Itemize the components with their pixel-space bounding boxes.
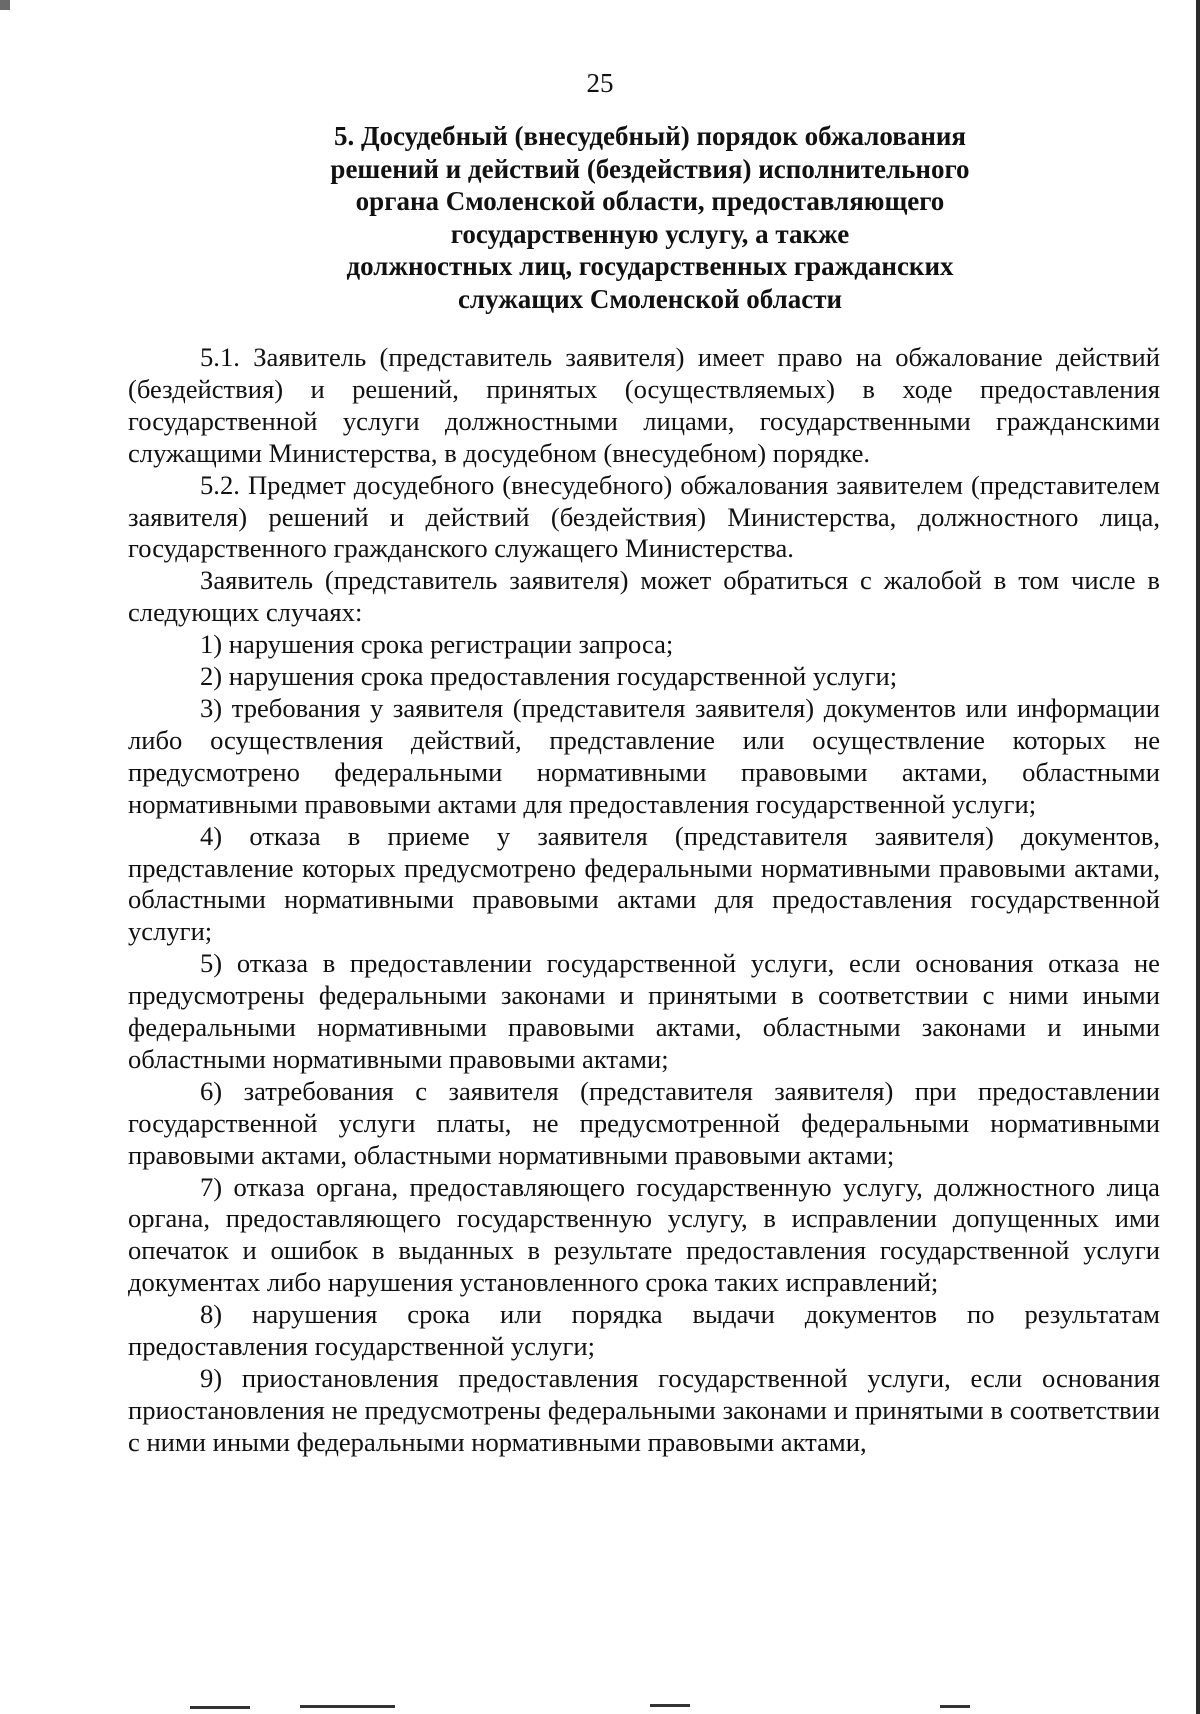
list-item-9: 9) приостановления предоставления государственной услуги, если основания приостановления не предусмотрены федеральными законами и принятыми в соответствии с ними иными федеральными нормативными правовыми актами, [128, 1363, 1160, 1457]
section-title-line: 5. Досудебный (внесудебный) порядок обжалования [333, 121, 967, 151]
section-title [240, 120, 1060, 316]
paragraph-5-2: 5.2. Предмет досудебного (внесудебного) обжалования заявителем (представителем заявителя) решений и действий (бездействия) Министерства, должностного лица, государственного гражданского служащего Министерства. [128, 469, 1160, 564]
section-title-line: государственную услугу, а также [450, 218, 850, 249]
section-title-line: должностных лиц, государственных гражданских [346, 251, 954, 282]
list-item-3: 3) требования у заявителя (представителя заявителя) документов или информации либо осуществления действий, представление или осуществление которых не предусмотрено федеральными нормативными правовыми актами, областными нормативными правовыми актами для предоставления государственной услуги; [128, 692, 1160, 819]
list-item-2: 2) нарушения срока предоставления государственной услуги; [200, 661, 898, 692]
document-body [128, 342, 1160, 1459]
scan-mark [650, 1704, 690, 1707]
paragraph-5-1: 5.1. Заявитель (представитель заявителя) имеет право на обжалование действий (бездействия) и решений, принятых (осуществляемых) в ходе предоставления государственной услуги должностными лицами, государственными гражданскими служащими Министерства, в досудебном (внесудебном) порядке. [128, 342, 1160, 468]
page-number: 25 [586, 68, 614, 98]
list-item-6: 6) затребования с заявителя (представителя заявителя) при предоставлении государственной услуги платы, не предусмотренной федеральными нормативными правовыми актами, областными нормативными правовыми актами; [128, 1075, 1160, 1170]
list-item-5: 5) отказа в предоставлении государственной услуги, если основания отказа не предусмотрены федеральными законами и принятыми в соответствии с ними иными федеральными нормативными правовыми актами, областными законами и иными областными нормативными правовыми актами; [128, 948, 1160, 1074]
scan-mark [940, 1705, 970, 1708]
list-item-4: 4) отказа в приеме у заявителя (представителя заявителя) документов, представление которых предусмотрено федеральными нормативными правовыми актами, областными нормативными правовыми актами для предоставления государственной услуги; [128, 820, 1160, 947]
scan-bottom-marks [0, 1700, 1200, 1714]
section-title-line: органа Смоленской области, предоставляющего [355, 186, 945, 217]
section-title-line: служащих Смоленской области [457, 283, 843, 314]
scan-mark [190, 1706, 250, 1709]
list-item-1: 1) нарушения срока регистрации запроса; [200, 629, 674, 660]
list-item-8: 8) нарушения срока или порядка выдачи документов по результатам предоставления государственной услуги; [128, 1299, 1160, 1362]
scan-edge-top-left [0, 0, 10, 10]
list-item-7: 7) отказа органа, предоставляющего государственную услугу, должностного лица органа, предоставляющего государственную услугу, в исправлении допущенных ими опечаток и ошибок в выданных в результате предоставления государственной услуги документах либо нарушения установленного срока таких исправлений; [128, 1171, 1160, 1298]
scan-edge-right [1196, 0, 1200, 1714]
scan-mark [300, 1705, 395, 1708]
paragraph-cases-intro: Заявитель (представитель заявителя) может обратиться с жалобой в том числе в следующих случаях: [128, 565, 1160, 628]
section-title-line: решений и действий (бездействия) исполнительного [330, 153, 970, 184]
